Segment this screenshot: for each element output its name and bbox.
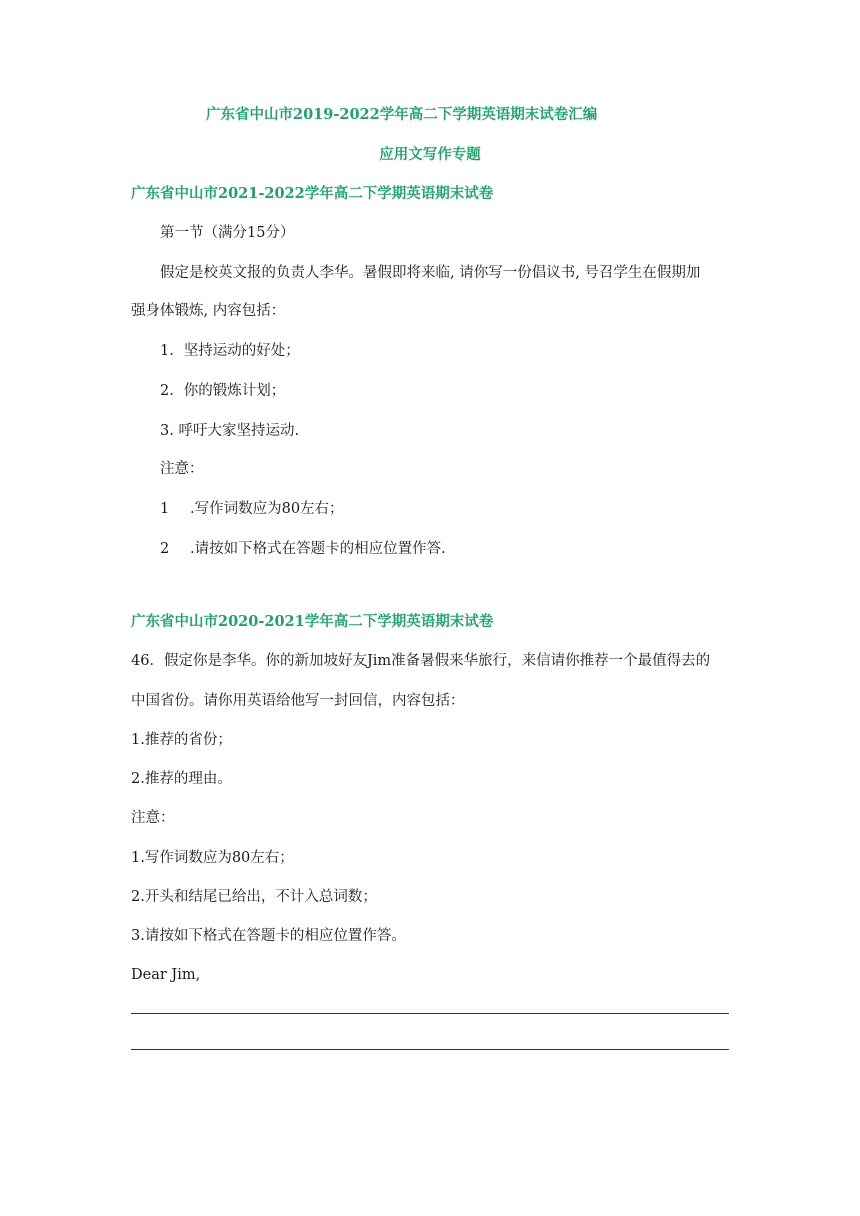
content-item: 2．你的锻炼计划； [160,383,286,399]
content-item: 1．坚持运动的好处； [160,343,300,359]
part-label: 第一节（满分15分） [160,225,295,241]
document-title: 广东省中山市2019-2022学年高二下学期英语期末试卷汇编 [206,106,598,123]
note-item [160,540,446,558]
note-item: 2.开头和结尾已给出，不计入总词数； [131,889,377,905]
prompt-text-line: 强身体锻炼, 内容包括： [131,303,286,319]
note-text: .请按如下格式在答题卡的相应位置作答. [190,541,446,557]
document-subtitle: 应用文写作专题 [379,146,481,163]
section-heading-2020-2021: 广东省中山市2020-2021学年高二下学期英语期末试卷 [131,613,494,630]
section-heading-2021-2022: 广东省中山市2021-2022学年高二下学期英语期末试卷 [131,185,494,202]
note-number: 1 [160,501,170,517]
note-number: 2 [160,541,170,557]
note-item: 1.写作词数应为80左右； [131,850,294,866]
letter-salutation: Dear Jim, [131,967,201,983]
content-item: 3. 呼吁大家坚持运动. [160,423,300,439]
content-item: 2.推荐的理由。 [131,771,232,787]
note-item: 3.请按如下格式在答题卡的相应位置作答。 [131,928,406,944]
content-item: 1.推荐的省份； [131,732,232,748]
answer-line [131,1013,729,1014]
note-label: 注意： [131,810,175,826]
prompt-text-line: 中国省份。请你用英语给他写一封回信，内容包括： [131,693,465,709]
note-item [160,500,344,518]
note-text: .写作词数应为80左右； [190,501,344,517]
answer-line [131,1049,729,1050]
note-label: 注意： [160,461,204,477]
prompt-text-line: 46．假定你是李华。你的新加坡好友Jim准备暑假来华旅行，来信请你推荐一个最值得去的 [131,653,711,669]
prompt-text-line: 假定是校英文报的负责人李华。暑假即将来临, 请你写一份倡议书, 号召学生在假期加 [160,265,701,281]
